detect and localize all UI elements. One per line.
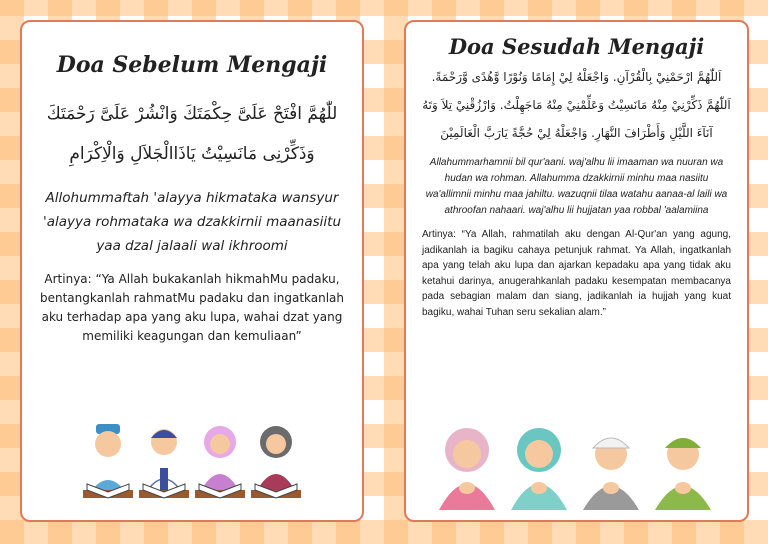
prayer-meaning: Artinya: “Ya Allah, rahmatilah aku dengan Al-Qur'an yang agung, jadikanlah ia bagiku cahaya petunjuk rahmat. Ya Allah, ingatkanlah apa yang telah aku lupa dan ajarkan kepadaku apa yang tidak aku ketahui darinya, anugerahkanlah padaku kesempatan membacanya pada sebagian malam dan siang, jadikanlah ia hujjah yang kuat bagiku, wahai Tuhan seru sekalian alam.” [422, 229, 731, 318]
arabic-prayer: اَللّٰهُمَّ ارْحَمْنِيْ بِالْقُرْآنِ. وَاجْعَلْهُ لِيْ إِمَامًا وَنُوْرًا وَّهُدًى وَّرَحْمَةً. اَللّٰهُمَّ ذَكِّرْنِيْ مِنْهُ مَانَسِيْتُ وَعَلِّمْنِيْ مِنْهُ مَاجَهِلْتُ. وَارْزُقْنِيْ تِلاَ وَتَهُ آنَآءَ اللَّيْلِ وَأَطْرَافَ النَّهَارِ. وَاجْعَلْهُ لِيْ حُجَّةً يَارَبَّ الْعَالَمِيْنَ [422, 70, 731, 140]
kids-reading-icon [77, 414, 307, 510]
latin-transliteration: Allahummarhamnii bil qur'aani. waj'alhu lii imaaman wa nuuran wa hudan wa rohman. Allahumma dzakkirnii minhu maa nasiitu wa'allimnii minhu maa jahiltu. wazuqnii tilaa watahu aanaa-al laili wa athroofan nahaari. waj'alhu lii hujjatan yaa robbal 'aalamiina [425, 157, 728, 216]
card-title: Doa Sesudah Mengaji [448, 34, 705, 59]
prayer-meaning: Artinya: “Ya Allah bukakanlah hikmahMu padaku, bentangkanlah rahmatMu padaku dan ingatkanlah aku terhadap apa yang aku lupa, wahai dzat yang memiliki keagungan dan kemuliaan” [39, 272, 345, 343]
arabic-prayer: للّٰهُمَّ افْتَحْ عَلَىَّ حِكْمَتَكَ وَانْشُرْ عَلَىَّ رَحْمَتَكَ وَذَكِّرْنِى مَانَسِيْتُ يَاذَاالْجَلاَلِ وَالْاِكْرَامِ [46, 104, 338, 164]
latin-transliteration: Allohummaftah 'alayya hikmataka wansyur 'alayya rohmataka wa dzakkirnii maanasiitu yaa dzal jalaali wal ikhroomi [42, 190, 341, 254]
card-doa-sebelum [20, 20, 364, 522]
kids-praying-icon [427, 418, 727, 510]
kids-praying-illustration [406, 418, 747, 514]
card-doa-sesudah [404, 20, 749, 522]
kids-reading-quran-illustration [22, 414, 362, 514]
card-title: Doa Sebelum Mengaji [56, 52, 328, 78]
